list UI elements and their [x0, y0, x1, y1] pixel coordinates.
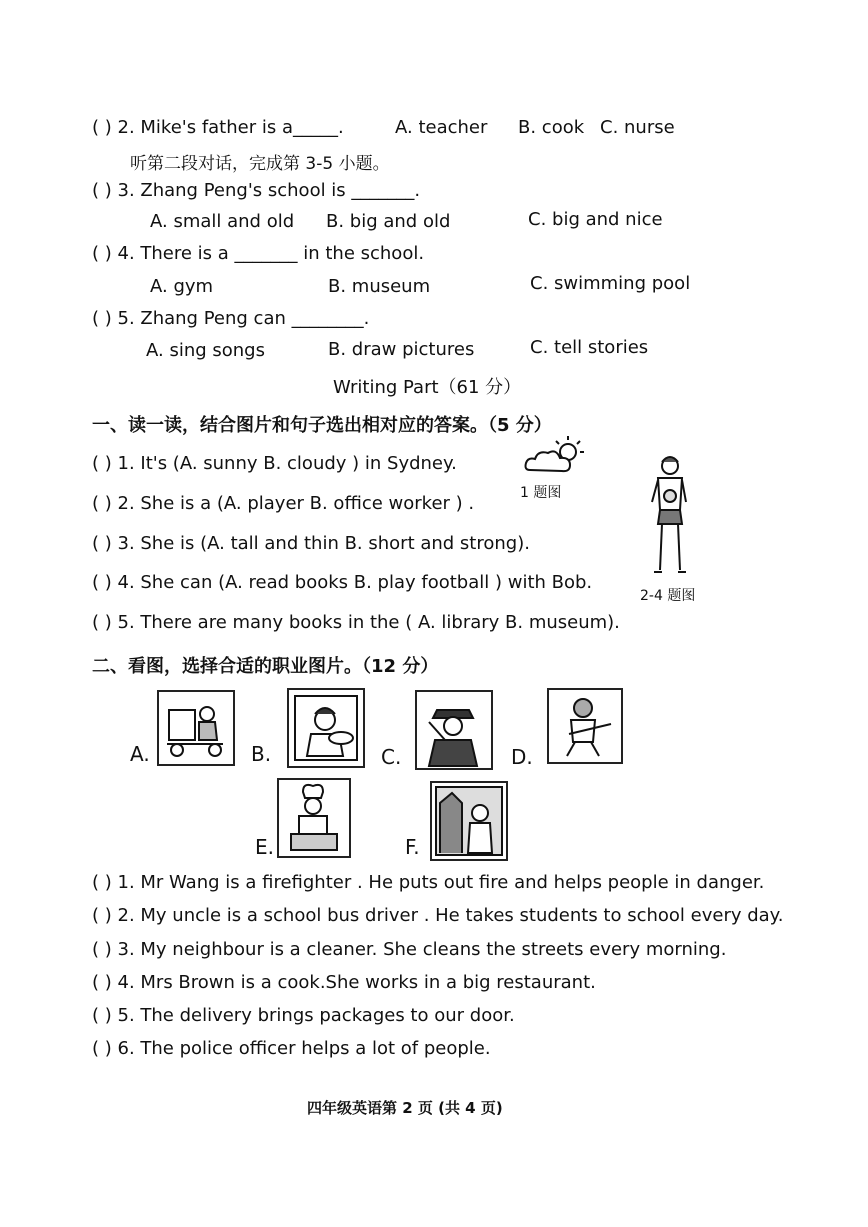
- q5-option-a: A. sing songs: [146, 340, 265, 361]
- s2-item-1: ( ) 1. Mr Wang is a firefighter . He puts out fire and helps people in danger.: [92, 872, 765, 893]
- q5-option-c: C. tell stories: [530, 337, 649, 358]
- s2-item-4: ( ) 4. Mrs Brown is a cook.She works in a big restaurant.: [92, 972, 596, 993]
- pic-label-f: F.: [405, 835, 420, 859]
- q2-option-a: A. teacher: [395, 117, 488, 138]
- q3-option-a: A. small and old: [150, 211, 295, 232]
- listening-instruction: 听第二段对话，完成第 3-5 小题。: [130, 154, 390, 174]
- q4-option-b: B. museum: [328, 276, 431, 297]
- section2-title: 二、看图，选择合适的职业图片。（12 分）: [92, 656, 439, 677]
- s1-item-2: ( ) 2. She is a (A. player B. office worker ) .: [92, 493, 475, 514]
- q2-option-b: B. cook: [518, 117, 585, 138]
- delivery-person-picture: [157, 690, 235, 766]
- pic-label-c: C.: [381, 745, 402, 769]
- police-officer-picture: [415, 690, 493, 770]
- section1-title: 一、读一读，结合图片和句子选出相对应的答案。（5 分）: [92, 415, 552, 436]
- cloud-sun-icon: [520, 432, 590, 480]
- q4-option-c: C. swimming pool: [530, 273, 691, 294]
- q3-stem: ( ) 3. Zhang Peng's school is _______.: [92, 180, 421, 201]
- cook-picture: [277, 778, 351, 858]
- writing-part-title: Writing Part（61 分）: [333, 377, 522, 398]
- s2-item-2: ( ) 2. My uncle is a school bus driver . He takes students to school every day.: [92, 905, 784, 926]
- q5-option-b: B. draw pictures: [328, 339, 475, 360]
- q2-option-c: C. nurse: [600, 117, 675, 138]
- s2-item-6: ( ) 6. The police officer helps a lot of people.: [92, 1038, 491, 1059]
- s1-item-3: ( ) 3. She is (A. tall and thin B. short and strong).: [92, 533, 530, 554]
- page-footer: 四年级英语第 2 页 (共 4 页): [307, 1099, 503, 1117]
- q2-stem: ( ) 2. Mike's father is a_____.: [92, 117, 344, 138]
- pic-label-e: E.: [255, 835, 274, 859]
- q3-option-c: C. big and nice: [528, 209, 663, 230]
- pic-label-d: D.: [511, 745, 533, 769]
- s2-item-3: ( ) 3. My neighbour is a cleaner. She cleans the streets every morning.: [92, 939, 727, 960]
- figure-1-caption: 1 题图: [520, 485, 562, 501]
- s1-item-4: ( ) 4. She can (A. read books B. play football ) with Bob.: [92, 572, 593, 593]
- q4-stem: ( ) 4. There is a _______ in the school.: [92, 243, 425, 264]
- q4-option-a: A. gym: [150, 276, 214, 297]
- s2-item-5: ( ) 5. The delivery brings packages to our door.: [92, 1005, 515, 1026]
- q3-option-b: B. big and old: [326, 211, 451, 232]
- firefighter-picture: [430, 781, 508, 861]
- pic-label-b: B.: [251, 742, 272, 766]
- pic-label-a: A.: [130, 742, 150, 766]
- girl-player-figure: [640, 452, 696, 582]
- s1-item-5: ( ) 5. There are many books in the ( A. library B. museum).: [92, 612, 620, 633]
- musician-picture: [547, 688, 623, 764]
- q5-stem: ( ) 5. Zhang Peng can ________.: [92, 308, 370, 329]
- driver-picture: [287, 688, 365, 768]
- s1-item-1: ( ) 1. It's (A. sunny B. cloudy ) in Sydney.: [92, 453, 457, 474]
- figure-2-4-caption: 2-4 题图: [640, 588, 696, 604]
